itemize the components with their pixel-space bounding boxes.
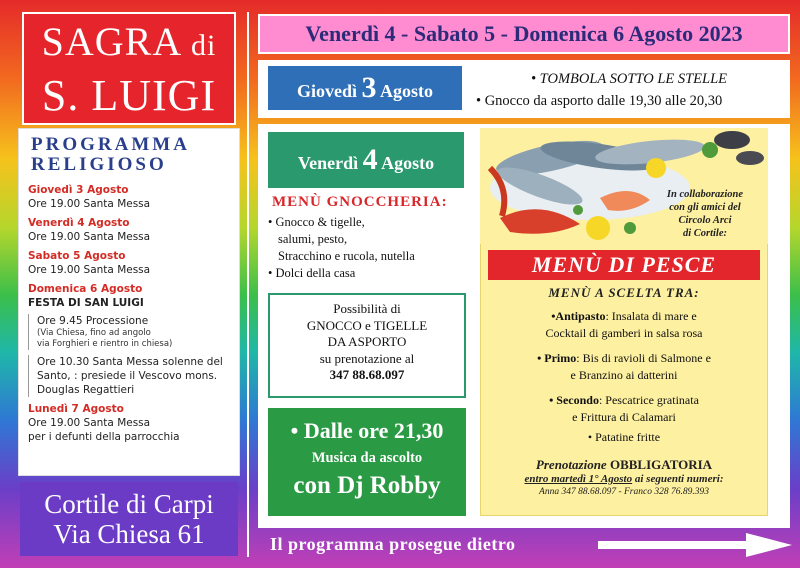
dj-music: Musica da ascolto [311,450,423,466]
badge-day-number: 4 [362,143,378,176]
event-note: via Forghieri e rientro in chiesa) [37,339,173,349]
address-line2: Via Chiesa 61 [53,519,205,549]
thursday-item-gnocco: • Gnocco da asporto dalle 19,30 alle 20,30 [476,93,723,109]
sunday-details [28,314,239,350]
list-item: Stracchino e rucola, nutella [278,249,415,263]
reservation-numbers: Anna 347 88.68.097 - Franco 328 76.89.393 [539,487,709,497]
collab-line: con gli amici del [669,202,741,213]
list-item: salumi, pesto, [278,232,348,246]
program-heading-line1: PROGRAMMA [31,134,190,155]
dish-text: e Branzino ai datterini [570,368,678,382]
event-line: Ore 10.30 Santa Messa solenne del [37,356,223,368]
title-di: di [191,29,217,62]
badge-weekday: Giovedì [296,81,357,101]
program-heading-line2: RELIGIOSO [31,154,167,175]
event-note: (Via Chiesa, fino ad angolo [37,328,151,338]
dish-text: : Bis di ravioli di Salmone e [576,351,711,365]
dish-text: : Pescatrice gratinata [598,393,699,407]
friday-badge [268,132,464,188]
program-event [19,216,239,244]
event-line: Ore 19.00 Santa Messa [28,198,151,210]
arrow-right-icon [598,532,794,558]
dish-contorno: • Patatine fritte [587,430,661,444]
badge-day-number: 3 [361,71,377,104]
event-line: per i defunti della parrocchia [28,431,180,443]
address-line1: Cortile di Carpi [44,489,214,519]
event-line: Ore 19.00 Santa Messa [28,264,151,276]
reservation-deadline: entro martedì 1° Agosto [524,473,633,485]
collaboration-note [640,188,770,240]
badge-month: Agosto [380,81,434,101]
reservation-suffix: ai seguenti numeri: [632,473,724,485]
dj-time: • Dalle ore 21,30 [290,418,444,443]
event-line: Douglas Regattieri [37,384,135,396]
reservation-label: Prenotazione [535,457,610,472]
event-day: Venerdì 4 Agosto [28,217,130,229]
takeaway-box [268,293,466,398]
event-day: Giovedì 3 Agosto [28,184,129,196]
dish-label: • Secondo [549,393,599,407]
continue-note: Il programma prosegue dietro [270,534,516,554]
event-line: Santo, : presiede il Vescovo mons. [37,370,218,382]
gnoccheria-list [268,214,468,282]
dish-secondo [480,392,768,426]
badge-month: Agosto [381,153,435,173]
program-event-monday [19,402,239,444]
event-line: Ore 9.45 Processione [37,315,149,327]
event-day: Lunedì 7 Agosto [28,403,124,415]
dish-antipasto [480,308,768,342]
title-sagra: SAGRA [41,19,181,64]
religious-program-panel [18,128,240,476]
program-event-sunday [19,282,239,310]
menu-choice-heading: MENÙ A SCELTA TRA: [548,285,700,300]
collab-line: Circolo Arci [678,215,732,226]
takeaway-line: GNOCCO e TIGELLE [306,317,428,333]
dish-label: • Primo [537,351,577,365]
collab-line: In collaborazione [666,189,744,200]
dj-name: con Dj Robby [293,472,441,499]
takeaway-line: DA ASPORTO [327,334,407,349]
dish-label: •Antipasto [551,309,606,323]
collab-line: di Cortile: [682,228,728,239]
program-event [19,183,239,211]
thursday-item-tombola: • TOMBOLA SOTTO LE STELLE [530,71,728,87]
reservation-note [480,457,768,497]
takeaway-line: Possibilità di [333,301,401,316]
badge-weekday: Venerdì [297,153,359,173]
title-line-2: S. LUIGI [41,71,217,120]
dish-text: : Insalata di mare e [605,309,697,323]
program-heading [19,129,239,175]
list-item: • Dolci della casa [268,266,356,280]
address-box [20,482,238,556]
fish-menu-title: MENÙ DI PESCE [488,250,760,280]
takeaway-phone: 347 88.68.097 [329,367,405,382]
thursday-details [474,68,784,112]
sunday-mass [28,355,239,397]
dish-text: e Frittura di Calamari [572,410,676,424]
event-festa: FESTA DI SAN LUIGI [28,297,144,309]
event-line: Ore 19.00 Santa Messa [28,417,151,429]
takeaway-line: su prenotazione al [319,350,415,366]
reservation-mandatory: OBBLIGATORIA [609,457,713,472]
column-divider [247,12,249,557]
event-day: Domenica 6 Agosto [28,283,143,295]
list-item: • Gnocco & tigelle, [268,215,365,229]
event-day: Sabato 5 Agosto [28,250,126,262]
program-event [19,249,239,277]
thursday-badge [268,66,462,110]
dj-box [268,408,466,516]
dish-text: Cocktail di gamberi in salsa rosa [545,326,703,340]
event-line: Ore 19.00 Santa Messa [28,231,151,243]
date-banner: Venerdì 4 - Sabato 5 - Domenica 6 Agosto 2023 [258,14,790,54]
event-title-box [22,12,236,125]
gnoccheria-title: MENÙ GNOCCHERIA: [272,194,448,210]
dish-primo [480,350,768,384]
title-line-1 [24,18,234,70]
